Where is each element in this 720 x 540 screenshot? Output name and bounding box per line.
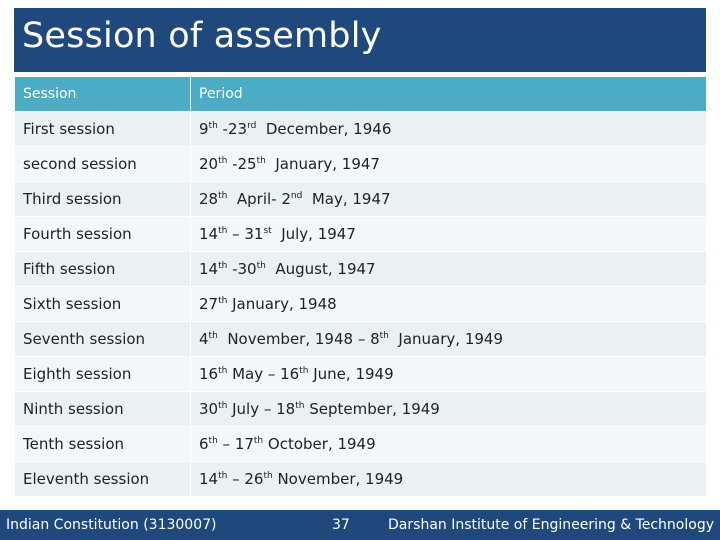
table-row [15,357,707,392]
period-text: 20 [199,155,219,173]
period-ordinal-suffix: th [208,331,218,341]
period-text: 14 [199,260,219,278]
period-text: 16 [199,365,219,383]
period-ordinal-suffix: th [218,156,228,166]
table-row [15,217,707,252]
table-row [15,427,707,462]
period-text: June, 1949 [308,365,394,383]
table-row [15,147,707,182]
period-text: September, 1949 [304,400,440,418]
footer-page-number: 37 [332,517,350,533]
session-cell: First session [15,112,191,147]
period-text: May, 1947 [302,190,391,208]
session-cell: Tenth session [15,427,191,462]
session-cell: second session [15,147,191,182]
period-text: December, 1946 [256,120,392,138]
period-text: -23 [217,120,248,138]
session-cell: Sixth session [15,287,191,322]
period-text: May – 16 [227,365,300,383]
period-text: November, 1948 – 8 [217,330,380,348]
session-cell: Fourth session [15,217,191,252]
period-ordinal-suffix: th [299,366,309,376]
period-ordinal-suffix: th [295,401,305,411]
period-ordinal-suffix: th [218,366,228,376]
session-cell: Eighth session [15,357,191,392]
table-row [15,322,707,357]
session-cell: Third session [15,182,191,217]
period-text: July, 1947 [271,225,356,243]
period-text: – 17 [217,435,254,453]
period-text: April- 2 [227,190,291,208]
period-text: July – 18 [227,400,296,418]
period-cell [191,322,707,357]
period-text: 14 [199,225,219,243]
period-ordinal-suffix: th [256,156,266,166]
period-cell [191,287,707,322]
period-text: -30 [227,260,257,278]
period-ordinal-suffix: th [218,471,228,481]
period-text: January, 1949 [388,330,503,348]
period-text: 4 [199,330,209,348]
period-text: January, 1947 [265,155,380,173]
period-ordinal-suffix: th [256,261,266,271]
period-ordinal-suffix: th [218,401,228,411]
period-text: 9 [199,120,209,138]
footer-institute: Darshan Institute of Engineering & Technology [388,517,714,533]
period-text: October, 1949 [263,435,376,453]
slide-title: Session of assembly [22,16,382,56]
period-text: January, 1948 [227,295,337,313]
period-text: 14 [199,470,219,488]
period-text: – 26 [227,470,264,488]
period-text: 27 [199,295,219,313]
period-text: 6 [199,435,209,453]
period-cell [191,217,707,252]
footer-bar [0,510,720,540]
period-ordinal-suffix: th [208,436,218,446]
period-cell [191,182,707,217]
session-cell: Seventh session [15,322,191,357]
period-ordinal-suffix: th [218,226,228,236]
period-ordinal-suffix: th [218,191,228,201]
session-cell: Fifth session [15,252,191,287]
period-ordinal-suffix: th [379,331,389,341]
period-text: November, 1949 [272,470,404,488]
period-ordinal-suffix: st [263,226,272,236]
table-row [15,182,707,217]
sessions-table [14,76,707,497]
period-cell [191,112,707,147]
table-row [15,462,707,497]
title-bar [14,8,706,72]
period-cell [191,392,707,427]
period-ordinal-suffix: th [263,471,273,481]
period-cell [191,147,707,182]
period-ordinal-suffix: nd [290,191,303,201]
footer-course: Indian Constitution (3130007) [6,517,217,533]
period-text: August, 1947 [265,260,376,278]
header-session: Session [15,77,191,112]
period-text: 28 [199,190,219,208]
period-cell [191,252,707,287]
period-ordinal-suffix: th [208,121,218,131]
header-period: Period [191,77,707,112]
period-cell [191,462,707,497]
period-text: – 31 [227,225,264,243]
period-ordinal-suffix: th [218,296,228,306]
period-ordinal-suffix: th [218,261,228,271]
table-row [15,112,707,147]
period-cell [191,357,707,392]
session-cell: Eleventh session [15,462,191,497]
table-row [15,392,707,427]
table-row [15,252,707,287]
period-text: 30 [199,400,219,418]
table-header-row [15,77,707,112]
table-row [15,287,707,322]
period-ordinal-suffix: rd [247,121,257,131]
period-cell [191,427,707,462]
period-ordinal-suffix: th [253,436,264,446]
session-cell: Ninth session [15,392,191,427]
period-text: -25 [227,155,257,173]
